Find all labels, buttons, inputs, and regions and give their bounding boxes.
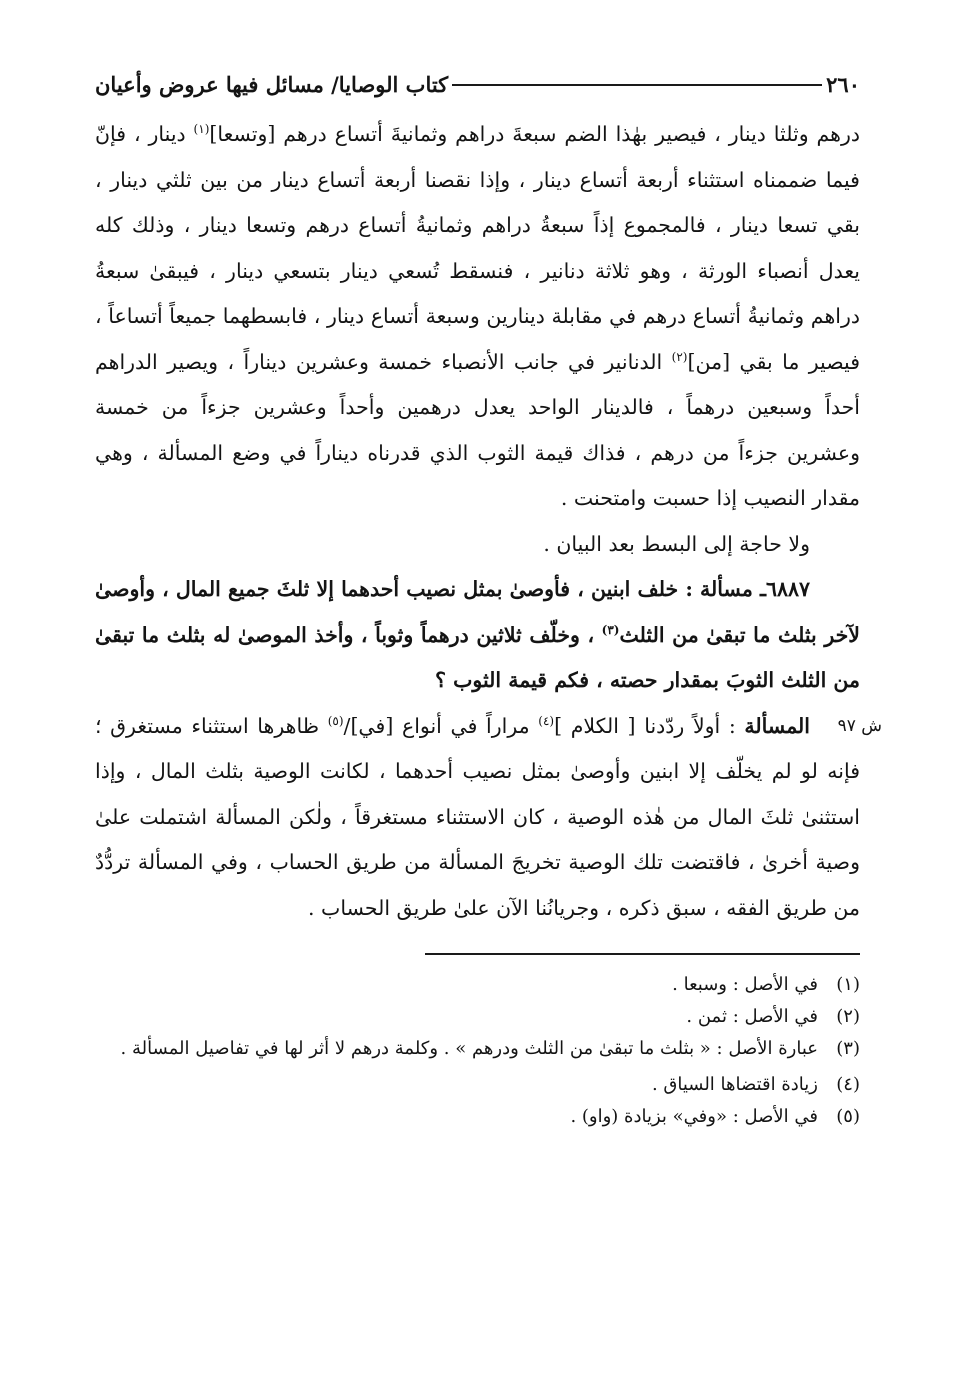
answer-label: المسألة xyxy=(744,713,810,738)
book-page xyxy=(95,72,882,1133)
footnote-number: (١) xyxy=(836,974,860,995)
footnote-text: عبارة الأصل : « بثلث ما تبقىٰ من الثلث ودرهم » . وكلمة درهم لا أثر لها في تفاصيل المسألة . xyxy=(120,1038,818,1059)
margin-note: ش ٩٧ xyxy=(837,715,882,736)
answer-paragraph xyxy=(95,704,882,932)
running-title: كتاب الوصايا/ مسائل فيها عروض وأعيان xyxy=(95,72,449,97)
footnote-item xyxy=(95,1001,860,1033)
footnote-item xyxy=(95,969,860,1001)
question-paragraph xyxy=(95,567,860,704)
footnote-text: في الأصل : ثمن . xyxy=(686,1006,818,1027)
paragraph-text: دينار ، فإنّ فيما ضممناه استثناء أربعة أتساع دينار ، وإذا نقصنا أربعة أتساع دينار من بين ثلثي دينار ، بقي تسعا دينار ، فالمجموع إذاً سبعةُ دراهم وثمانيةُ أتساع درهم وتسعا دينار ، وذلك كله يعدل أنصباء الورثة ، وهو ثلاثة دنانير ، فنسقط تُسعي دينار بتسعي دينار ، فيبقىٰ سبعةُ دراهم وثمانيةُ أتساع درهم في مقابلة دينارين وسبعة أتساع دينار ، فابسطهما جميعاً أتساعاً ، فيصير ما بقي [من] xyxy=(95,122,860,374)
answer-text: مراراً في أنواع [في]/ xyxy=(343,713,539,738)
footnote-divider xyxy=(425,953,860,955)
question-text: ٦٨٨٧ـ مسألة : خلف ابنين ، فأوصىٰ بمثل نصيب أحدهما إلا ثلثَ جميع المال ، وأوصىٰ لآخر بثلث ما تبقىٰ من الثلث xyxy=(95,577,861,647)
footnote-number: (٢) xyxy=(836,1006,860,1027)
footnote-number: (٤) xyxy=(836,1074,860,1095)
question-text: ، وخلّف ثلاثين درهماً وثوباً ، وأخذ الموصىٰ له بثلث ما تبقىٰ من الثلث الثوبَ بمقدار حصته ، فكم قيمة الثوب ؟ xyxy=(95,622,860,692)
footnote-ref[interactable]: (٤) xyxy=(538,713,555,728)
footnote-text: في الأصل : «وفي» بزيادة (واو) . xyxy=(570,1106,818,1127)
footnote-ref[interactable]: (١) xyxy=(193,122,210,137)
answer-text: : أولاً ردّدنا [ الكلام ] xyxy=(554,713,745,738)
footnote-ref[interactable]: (٢) xyxy=(671,349,688,364)
footnote-ref[interactable]: (٣) xyxy=(601,622,620,637)
footnote-text: في الأصل : وسبعا . xyxy=(672,974,818,995)
footnotes xyxy=(95,969,860,1133)
footnote-ref[interactable]: (٥) xyxy=(327,713,344,728)
footnote-text: زيادة اقتضاها السياق . xyxy=(651,1074,818,1095)
paragraph-calculation xyxy=(95,112,860,522)
footnote-item xyxy=(95,1033,860,1065)
main-text xyxy=(95,112,882,931)
page-number: ٢٦٠ xyxy=(826,72,860,97)
footnote-number: (٥) xyxy=(836,1106,860,1127)
footnote-item xyxy=(95,1069,860,1101)
header-rule xyxy=(452,84,822,86)
paragraph-closing: ولا حاجة إلى البسط بعد البيان . xyxy=(543,531,810,556)
paragraph-text: درهم وثلثا دينار ، فيصير بهٰذا الضم سبعةَ دراهم وثمانيةَ أتساع درهم [وتسعا] xyxy=(209,122,860,146)
footnote-number: (٣) xyxy=(836,1038,860,1059)
paragraph-text: الدنانير في جانب الأنصباء خمسة وعشرين ديناراً ، ويصير الدراهم أحداً وسبعين درهماً ، فالدينار الواحد يعدل درهمين وأحداً وعشرين جزءاً من خمسة وعشرين جزءاً من درهم ، فذاك قيمة الثوب الذي قدرناه ديناراً في وضع المسألة ، وهي مقدار النصيب إذا حسبت وامتحنت . xyxy=(95,349,860,510)
answer-text: ظاهرها استثناء مستغرق ؛ فإنه لو لم يخلّف إلا ابنين وأوصىٰ بمثل نصيب أحدهما ، لكانت الوصية بثلث المال ، وإذا استثنىٰ ثلثَ المال من هٰذه الوصية ، كان الاستثناء مستغرقاً ، ولٰكن المسألة اشتملت علىٰ وصية أخرىٰ ، فاقتضت تلك الوصية تخريجَ المسألة من طريق الحساب ، وفي المسألة تردُّدٌ من طريق الفقه ، سبق ذكره ، وجريانُنا الآن علىٰ طريق الحساب . xyxy=(95,713,860,920)
page-header xyxy=(95,72,860,112)
footnote-item xyxy=(95,1101,860,1133)
